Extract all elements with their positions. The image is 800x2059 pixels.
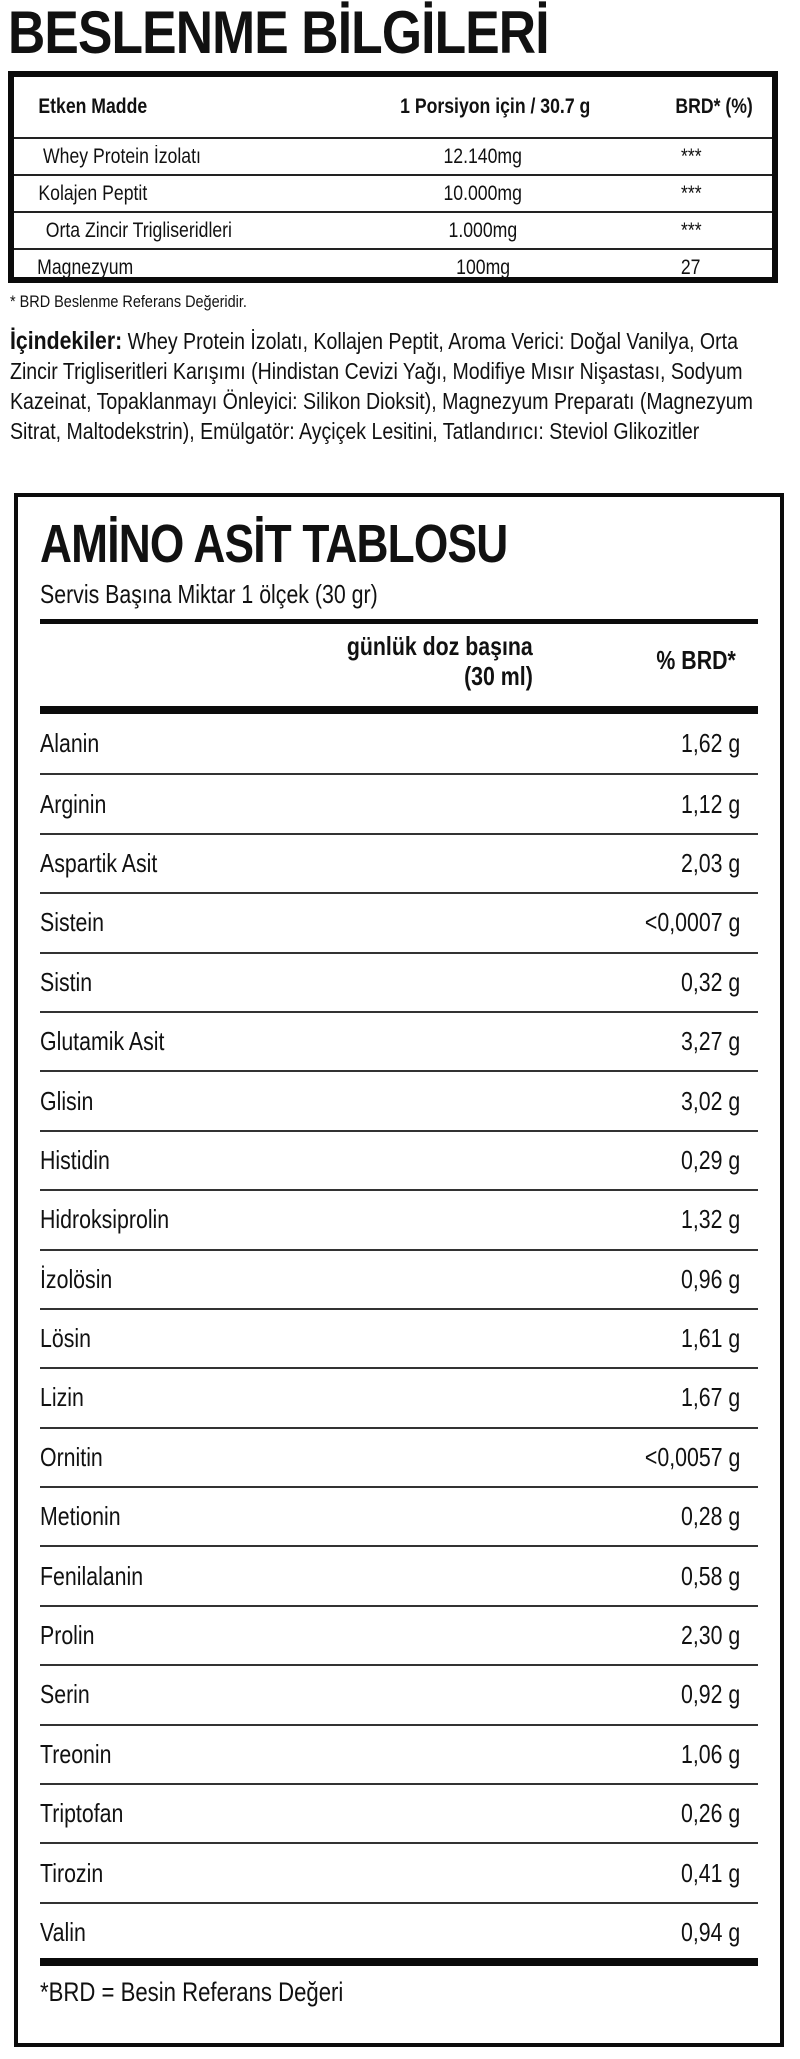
- header-ingredient: Etken Madde: [38, 95, 148, 118]
- list-item: [40, 1011, 758, 1070]
- amino-value: 2,03 g: [680, 847, 740, 878]
- amino-name: Hidroksiprolin: [40, 1204, 170, 1235]
- amino-value: 0,32 g: [680, 966, 740, 997]
- amino-value: 1,61 g: [680, 1323, 740, 1354]
- amino-name: Glutamik Asit: [40, 1026, 165, 1057]
- amino-value: 0,28 g: [680, 1501, 740, 1532]
- ingredients-text: Whey Protein İzolatı, Kollajen Peptit, Aroma Verici: Doğal Vanilya, Orta Zincir Trigliseritleri Karışımı (Hindistan Cevizi Yağı, Modifiye Mısır Nişastası, Sodyum Kazeinat, Topaklanmayı Önleyici: Silikon Dioksit), Magnezyum Preparatı (Magnezyum Sitrat, Maltodekstrin), Emülgatör: Ayçiçek Lesitini, Tatlandırıcı: Steviol Glikozitler: [10, 328, 753, 444]
- list-item: [40, 1842, 758, 1901]
- list-item: [40, 714, 758, 773]
- divider-thick: [40, 706, 758, 714]
- brd-footnote: * BRD Beslenme Referans Değeridir.: [10, 292, 247, 311]
- amino-name: Metionin: [40, 1501, 121, 1532]
- list-item: [40, 1486, 758, 1545]
- ingredient-amount: 100mg: [456, 255, 510, 279]
- ingredient-name: Kolajen Peptit: [38, 181, 148, 205]
- list-item: [40, 1189, 758, 1248]
- amino-title: AMİNO ASİT TABLOSU: [40, 514, 508, 574]
- amino-value: 1,12 g: [680, 788, 740, 819]
- ingredient-brd: ***: [680, 144, 702, 168]
- ingredient-amount: 12.140mg: [443, 144, 523, 168]
- nutrition-title: BESLENME BİLGİLERİ: [8, 0, 549, 66]
- amino-value: 0,94 g: [680, 1917, 740, 1947]
- amino-name: İzolösin: [40, 1263, 113, 1294]
- list-item: [40, 1130, 758, 1189]
- amino-value: <0,0057 g: [644, 1441, 740, 1472]
- amino-acid-panel: [14, 493, 784, 2047]
- list-item: [40, 1367, 758, 1426]
- list-item: [40, 833, 758, 892]
- list-item: [40, 1664, 758, 1723]
- ingredient-brd: ***: [680, 218, 702, 242]
- amino-value: 0,26 g: [680, 1798, 740, 1829]
- ingredient-brd: 27: [681, 255, 701, 279]
- amino-name: Histidin: [40, 1144, 110, 1175]
- header-brd: BRD* (%): [675, 95, 753, 118]
- amino-value: 0,96 g: [680, 1263, 740, 1294]
- amino-value: 0,41 g: [680, 1857, 740, 1888]
- nutrition-table-header: [14, 77, 772, 137]
- list-item: [40, 1308, 758, 1367]
- ingredients-paragraph: [10, 326, 775, 446]
- ingredient-name: Orta Zincir Trigliseridleri: [45, 218, 232, 242]
- amino-value: 2,30 g: [680, 1620, 740, 1651]
- list-item: [40, 1605, 758, 1664]
- table-row: [14, 211, 772, 248]
- list-item: [40, 1724, 758, 1783]
- ingredient-name: Whey Protein İzolatı: [43, 144, 201, 168]
- amino-name: Lösin: [40, 1323, 91, 1354]
- header-daily-dose-line2: (30 ml): [464, 661, 533, 691]
- ingredient-amount: 1.000mg: [448, 218, 518, 242]
- divider: [40, 619, 758, 624]
- ingredient-brd: ***: [680, 181, 702, 205]
- amino-value: 0,92 g: [680, 1679, 740, 1710]
- amino-value: <0,0007 g: [644, 907, 740, 938]
- ingredients-label: İçindekiler:: [10, 327, 123, 355]
- table-row: [14, 174, 772, 211]
- serving-size: Servis Başına Miktar 1 ölçek (30 gr): [40, 579, 378, 609]
- amino-name: Treonin: [40, 1738, 112, 1769]
- list-item: [40, 1427, 758, 1486]
- table-row: [14, 137, 772, 174]
- header-daily-dose-line1: günlük doz başına: [347, 631, 533, 661]
- amino-value: 3,27 g: [680, 1026, 740, 1057]
- amino-value: 1,62 g: [680, 728, 740, 759]
- list-item: [40, 1249, 758, 1308]
- list-item: [40, 1070, 758, 1129]
- amino-name: Aspartik Asit: [40, 847, 158, 878]
- nutrition-table: [8, 71, 778, 283]
- list-item: [40, 892, 758, 951]
- list-item: [40, 1902, 758, 1961]
- header-brd-percent: % BRD*: [656, 645, 736, 675]
- amino-value: 1,67 g: [680, 1382, 740, 1413]
- header-daily-dose: [347, 631, 533, 691]
- amino-name: Sistein: [40, 907, 104, 938]
- list-item: [40, 952, 758, 1011]
- amino-value: 0,29 g: [680, 1144, 740, 1175]
- amino-value: 3,02 g: [680, 1085, 740, 1116]
- amino-value: 1,32 g: [680, 1204, 740, 1235]
- amino-name: Tirozin: [40, 1857, 104, 1888]
- ingredient-name: Magnezyum: [37, 255, 134, 279]
- list-item: [40, 1783, 758, 1842]
- list-item: [40, 1545, 758, 1604]
- amino-name: Arginin: [40, 788, 107, 819]
- list-item: [40, 773, 758, 832]
- amino-name: Valin: [40, 1917, 86, 1947]
- amino-name: Glisin: [40, 1085, 94, 1116]
- ingredient-amount: 10.000mg: [443, 181, 523, 205]
- amino-acid-list: [40, 714, 758, 1961]
- amino-name: Fenilalanin: [40, 1560, 144, 1591]
- divider-thick-bottom: [40, 1958, 758, 1966]
- amino-name: Serin: [40, 1679, 90, 1710]
- table-row: [14, 248, 772, 285]
- amino-value: 0,58 g: [680, 1560, 740, 1591]
- amino-name: Alanin: [40, 728, 100, 759]
- amino-value: 1,06 g: [680, 1738, 740, 1769]
- amino-name: Sistin: [40, 966, 93, 997]
- amino-name: Prolin: [40, 1620, 95, 1651]
- brd-legend: *BRD = Besin Referans Değeri: [40, 1977, 344, 2007]
- amino-name: Triptofan: [40, 1798, 124, 1829]
- amino-name: Lizin: [40, 1382, 84, 1413]
- header-per-serving: 1 Porsiyon için / 30.7 g: [399, 95, 590, 118]
- amino-name: Ornitin: [40, 1441, 103, 1472]
